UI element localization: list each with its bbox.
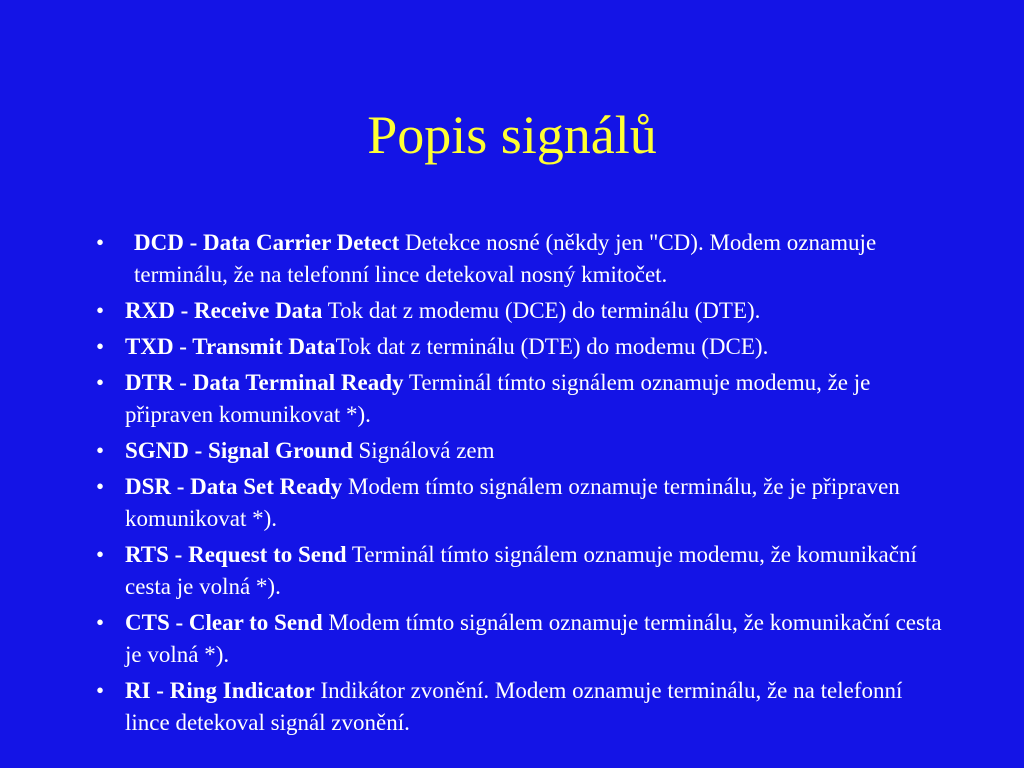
bullet-icon: • xyxy=(95,230,105,255)
signal-description: Modem tímto signálem oznamuje terminálu, že je připraven komunikovat *). xyxy=(125,474,900,531)
list-item-ri xyxy=(90,675,950,739)
signal-term: RI - Ring Indicator xyxy=(125,678,315,703)
signal-description: Indikátor zvonění. Modem oznamuje terminálu, že na telefonní lince detekoval signál zvonění. xyxy=(125,678,903,735)
signal-term: DSR - Data Set Ready xyxy=(125,474,343,499)
slide-title: Popis signálů xyxy=(367,105,657,165)
item-text xyxy=(125,227,950,291)
signal-description: Terminál tímto signálem oznamuje modemu, že komunikační cesta je volná *). xyxy=(125,542,917,599)
signal-description: Tok dat z modemu (DCE) do terminálu (DTE). xyxy=(327,298,761,323)
signal-term: RXD - Receive Data xyxy=(125,298,323,323)
bullet-icon: • xyxy=(95,334,105,359)
list-item-cts xyxy=(90,607,950,671)
bullet-icon: • xyxy=(95,610,105,635)
list-item-txd xyxy=(90,331,950,363)
signal-term: TXD - Transmit Data xyxy=(125,334,336,359)
signal-description: Detekce nosné (někdy jen "CD). Modem oznamuje terminálu, že na telefonní lince detekoval nosný kmitočet. xyxy=(134,230,877,287)
signal-list xyxy=(90,227,950,743)
signal-term: DCD - Data Carrier Detect xyxy=(134,230,400,255)
list-item-sgnd xyxy=(90,435,950,467)
bullet-icon: • xyxy=(95,438,105,463)
bullet-icon: • xyxy=(95,370,105,395)
signal-term: DTR - Data Terminal Ready xyxy=(125,370,404,395)
bullet-icon: • xyxy=(95,542,105,567)
signal-term: CTS - Clear to Send xyxy=(125,610,323,635)
signal-term: RTS - Request to Send xyxy=(125,542,347,567)
bullet-icon: • xyxy=(95,678,105,703)
signal-description: Signálová zem xyxy=(358,438,495,463)
bullet-icon: • xyxy=(95,298,105,323)
list-item-rxd xyxy=(90,295,950,327)
list-item-dcd xyxy=(90,227,950,291)
signal-description: Terminál tímto signálem oznamuje modemu, že je připraven komunikovat *). xyxy=(125,370,871,427)
signal-description: Modem tímto signálem oznamuje terminálu, že komunikační cesta je volná *). xyxy=(125,610,942,667)
bullet-icon: • xyxy=(95,474,105,499)
list-item-dsr xyxy=(90,471,950,535)
signal-term: SGND - Signal Ground xyxy=(125,438,353,463)
signal-description: Tok dat z terminálu (DTE) do modemu (DCE). xyxy=(335,334,769,359)
list-item-rts xyxy=(90,539,950,603)
list-item-dtr xyxy=(90,367,950,431)
